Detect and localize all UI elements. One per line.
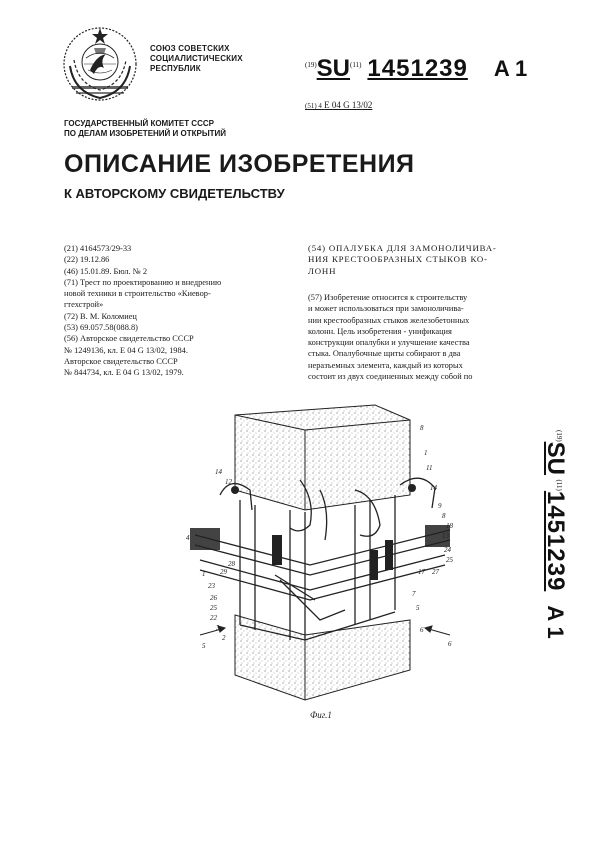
biblio-line: № 1249136, кл. Е 04 G 13/02, 1984. (64, 345, 188, 355)
title-line: НИЯ КРЕСТООБРАЗНЫХ СТЫКОВ КО- (308, 254, 488, 265)
biblio-line: (53) 69.057.58(088.8) (64, 323, 138, 333)
inid-19: (19) (555, 430, 563, 442)
biblio-line: № 844734, кл. Е 04 G 13/02, 1979. (64, 368, 184, 378)
technical-drawing (180, 400, 470, 705)
ref-label: 7 (412, 590, 416, 598)
biblio-line: новой техники в строительство «Киевор- (64, 289, 211, 299)
abstract-line: состоит из двух соединенных между собой по (308, 372, 473, 382)
ipc-value: E 04 G 13/02 (324, 100, 373, 110)
ref-label: 8 (420, 424, 424, 432)
lower-column (235, 615, 410, 700)
bibliographic-data (64, 243, 292, 379)
ref-label: 23 (208, 582, 215, 590)
formwork-drawing (180, 400, 470, 705)
ref-label: 3 (216, 624, 220, 632)
ref-label: 18 (446, 522, 453, 530)
biblio-line: Авторское свидетельство СССР (64, 356, 178, 366)
ref-label: 11 (426, 464, 433, 472)
committee-line: ГОСУДАРСТВЕННЫЙ КОМИТЕТ СССР (64, 119, 214, 128)
state-emblem (60, 24, 140, 104)
country-code: SU (542, 441, 569, 476)
ref-label: 6 (420, 626, 424, 634)
inid-19: (19) (305, 61, 317, 69)
ref-label: 25 (210, 604, 217, 612)
ref-label: 2 (222, 634, 226, 642)
ipc-classification (305, 100, 372, 110)
ref-label: 24 (444, 546, 451, 554)
emblem-icon (60, 24, 140, 104)
ref-label: 5 (202, 642, 206, 650)
ref-label: 9 (438, 502, 442, 510)
ref-label: 1 (424, 449, 428, 457)
biblio-line: гтехстрой» (64, 300, 104, 310)
abstract (308, 292, 530, 382)
inid-11: (11) (555, 479, 563, 491)
ref-label: 26 (210, 594, 217, 602)
patent-number: 1451239 (542, 490, 569, 592)
kind-code: A 1 (543, 605, 568, 639)
committee-line: ПО ДЕЛАМ ИЗОБРЕТЕНИЙ И ОТКРЫТИЙ (64, 129, 227, 138)
publication-number (305, 55, 527, 83)
biblio-line: (22) 19.12.86 (64, 255, 110, 265)
ref-label: 17 (418, 568, 425, 576)
ref-label: 22 (210, 614, 217, 622)
ref-label: 4 (186, 534, 190, 542)
abstract-line: неразъемных элемента, каждый из которых (308, 360, 463, 370)
document-subtitle: К АВТОРСКОМУ СВИДЕТЕЛЬСТВУ (64, 186, 285, 201)
ref-label: 8 (442, 512, 446, 520)
ref-label: 25 (446, 556, 453, 564)
union-name (150, 44, 243, 74)
ref-label: 14 (215, 468, 222, 476)
inid-11: (11) (350, 61, 362, 69)
abstract-line: и может использоваться при замоноличива- (308, 304, 464, 314)
title-line: (54) ОПАЛУБКА ДЛЯ ЗАМОНОЛИЧИВА- (308, 243, 497, 253)
title-line: ЛОНН (308, 265, 337, 276)
invention-title (308, 243, 530, 277)
abstract-line: колонн. Цель изобретения - унификация (308, 326, 452, 336)
figure-caption: Фиг.1 (310, 710, 332, 720)
country-code: SU (316, 55, 351, 82)
ref-label: 5 (416, 604, 420, 612)
ref-label: 14 (430, 484, 437, 492)
state-committee (64, 119, 226, 139)
ref-label: 1 (202, 570, 206, 578)
abstract-line: конструкции опалубки и улучшение качества (308, 338, 470, 348)
ref-label: 27 (432, 568, 439, 576)
ref-label: 6 (448, 640, 452, 648)
union-line: СОЦИАЛИСТИЧЕСКИХ (150, 54, 243, 63)
union-line: СОЮЗ СОВЕТСКИХ (150, 44, 230, 53)
ref-label: 13 (442, 532, 449, 540)
abstract-line: (57) Изобретение относится к строительству (308, 293, 468, 302)
biblio-line: (21) 4164573/29-33 (64, 244, 132, 253)
biblio-line: (71) Трест по проектированию и внедрению (64, 277, 222, 287)
side-publication-number (535, 430, 575, 720)
ref-label: 29 (220, 568, 227, 576)
patent-number: 1451239 (367, 55, 468, 82)
ipc-inid: (51) 4 (305, 102, 322, 110)
kind-code: A 1 (493, 56, 528, 81)
biblio-line: (46) 15.01.89. Бюл. № 2 (64, 266, 148, 276)
ref-label: 12 (225, 478, 232, 486)
abstract-line: нии крестообразных стыков железобетонных (308, 315, 470, 325)
document-title: ОПИСАНИЕ ИЗОБРЕТЕНИЯ (64, 150, 415, 178)
biblio-line: (72) В. М. Коломиец (64, 311, 137, 321)
abstract-line: стыка. Опалубочные щиты собирают в два (308, 349, 461, 359)
biblio-line: (56) Авторское свидетельство СССР (64, 334, 194, 344)
ref-label: 28 (228, 560, 235, 568)
union-line: РЕСПУБЛИК (150, 64, 201, 73)
